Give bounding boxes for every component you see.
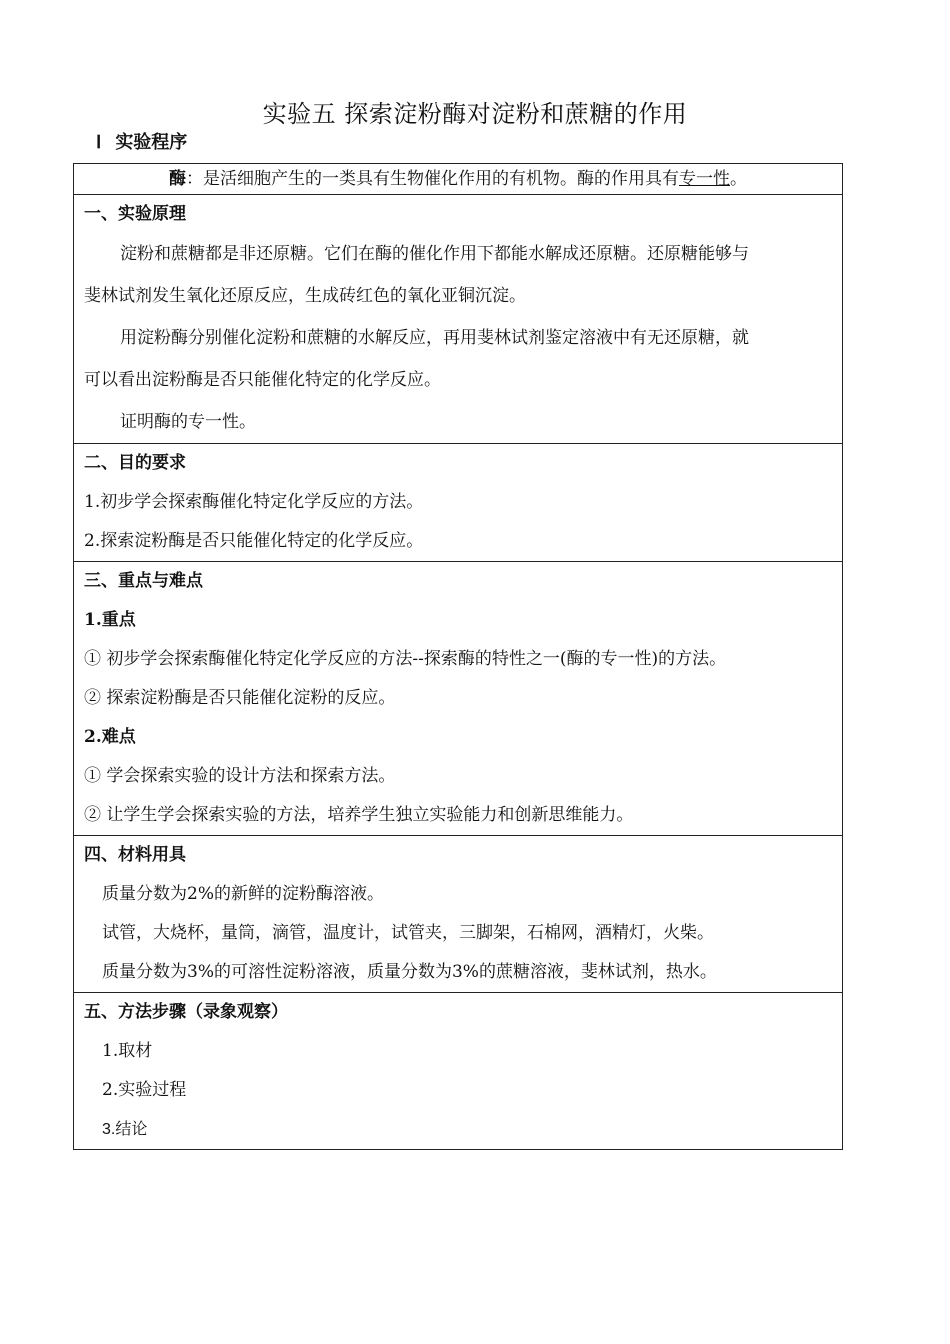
enzyme-definition-end: 。 — [730, 169, 747, 189]
section-label: 实验程序 — [115, 132, 188, 153]
key-points-heading: 三、重点与难点 — [84, 571, 203, 591]
document-title: 实验五 探索淀粉酶对淀粉和蔗糖的作用 — [262, 100, 688, 128]
step-item: 1.取材 — [102, 1041, 153, 1061]
enzyme-term: 酶 — [169, 169, 186, 189]
specificity-term: 专一性 — [679, 169, 730, 189]
principle-line: 证明酶的专一性。 — [120, 412, 256, 432]
step-item: 3.结论 — [102, 1121, 148, 1138]
steps-heading: 五、方法步骤（录象观察） — [84, 1002, 288, 1022]
material-item: 质量分数为3%的可溶性淀粉溶液，质量分数为3%的蔗糖溶液，斐林试剂，热水。 — [102, 962, 717, 982]
goal-item: 2.探索淀粉酶是否只能催化特定的化学反应。 — [84, 531, 424, 551]
principle-line: 斐林试剂发生氧化还原反应，生成砖红色的氧化亚铜沉淀。 — [84, 286, 526, 306]
goals-row — [74, 444, 843, 562]
goal-item: 1.初步学会探索酶催化特定化学反应的方法。 — [84, 492, 424, 512]
experiment-table — [73, 163, 843, 1150]
principle-heading: 一、实验原理 — [84, 204, 186, 224]
difficulty-item: ② 让学生学会探索实验的方法，培养学生独立实验能力和创新思维能力。 — [84, 805, 634, 825]
material-item: 质量分数为2%的新鲜的淀粉酶溶液。 — [102, 884, 384, 904]
difficulty-item: ① 学会探索实验的设计方法和探索方法。 — [84, 766, 396, 786]
materials-row — [74, 836, 843, 993]
difficulty-heading: 2.难点 — [84, 727, 136, 747]
principle-line: 淀粉和蔗糖都是非还原糖。它们在酶的催化作用下都能水解成还原糖。还原糖能够与 — [120, 244, 749, 264]
intro-row — [74, 164, 843, 195]
step-item: 2.实验过程 — [102, 1080, 187, 1100]
principle-line: 可以看出淀粉酶是否只能催化特定的化学反应。 — [84, 370, 441, 390]
focus-item: ① 初步学会探索酶催化特定化学反应的方法--探索酶的特性之一(酶的专一性)的方法。 — [84, 649, 727, 669]
focus-heading: 1.重点 — [84, 610, 136, 630]
steps-row — [74, 993, 843, 1150]
focus-item: ② 探索淀粉酶是否只能催化淀粉的反应。 — [84, 688, 396, 708]
material-item: 试管，大烧杯，量筒，滴管，温度计，试管夹，三脚架，石棉网，酒精灯，火柴。 — [102, 923, 714, 943]
key-points-row — [74, 562, 843, 836]
enzyme-definition — [84, 164, 832, 194]
goals-heading: 二、目的要求 — [84, 453, 186, 473]
enzyme-definition-text: ：是活细胞产生的一类具有生物催化作用的有机物。酶的作用具有 — [186, 169, 679, 189]
section-numeral: Ⅰ — [96, 132, 102, 152]
principle-line: 用淀粉酶分别催化淀粉和蔗糖的水解反应，再用斐林试剂鉴定溶液中有无还原糖，就 — [120, 328, 749, 348]
materials-heading: 四、材料用具 — [84, 845, 186, 865]
section-heading — [96, 128, 187, 154]
principle-row — [74, 195, 843, 444]
